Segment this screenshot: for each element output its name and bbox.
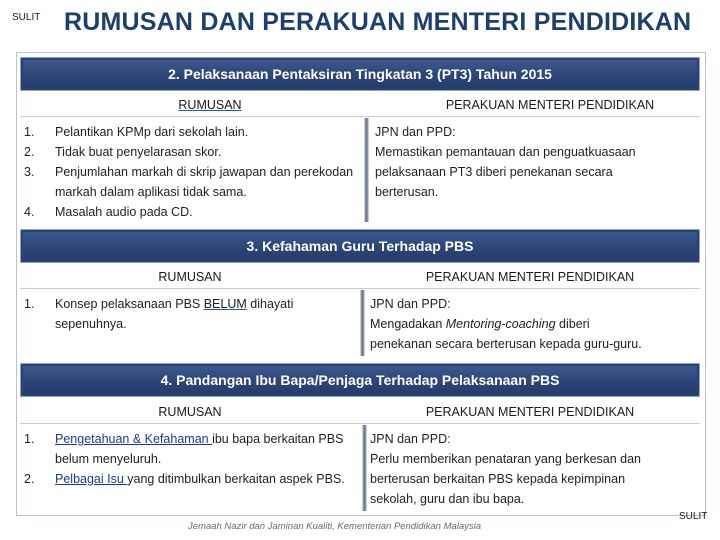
section-4-row-divider	[20, 423, 700, 424]
perakuan-line: berterusan berkaitan PBS kepada kepimpinan	[370, 472, 626, 486]
page-title: RUMUSAN DAN PERAKUAN MENTERI PENDIDIKAN	[64, 8, 692, 36]
section-2-heading-text: 2. Pelaksanaan Pentaksiran Tingkatan 3 (PT3) Tahun 2015	[168, 66, 552, 82]
section-3-row-divider	[20, 288, 700, 289]
perakuan-line	[370, 314, 700, 334]
section-3-col-left-header: RUMUSAN	[158, 270, 222, 284]
section-2-column-divider	[364, 118, 369, 222]
section-4-heading	[20, 363, 700, 397]
list-item	[24, 429, 360, 469]
perakuan-line: JPN dan PPD:	[370, 432, 451, 446]
perakuan-line: berterusan.	[375, 185, 439, 199]
perakuan-line: sekolah, guru dan ibu bapa.	[370, 492, 525, 506]
perakuan-line: Perlu memberikan penataran yang berkesan dan	[370, 452, 642, 466]
section-4-col-left-header: RUMUSAN	[158, 405, 222, 419]
perakuan-line: JPN dan PPD:	[370, 297, 451, 311]
section-2-col-right-header: PERAKUAN MENTERI PENDIDIKAN	[445, 98, 655, 112]
list-number: 1.	[24, 432, 35, 446]
section-2-heading	[20, 57, 700, 91]
section-2-row-divider	[20, 116, 700, 117]
list-item	[24, 469, 360, 489]
perakuan-text-part: diberi	[555, 317, 590, 331]
section-3-heading	[20, 229, 700, 263]
emphasis-belum: BELUM	[203, 297, 247, 311]
section-2-perakuan-text	[375, 122, 695, 202]
section-4-column-divider	[362, 425, 367, 511]
section-2-col-left-header	[120, 98, 300, 112]
list-text: yang ditimbulkan berkaitan aspek PBS.	[127, 472, 345, 486]
list-text-cont: dihayati sepenuhnya.	[55, 297, 294, 331]
list-number: 2.	[24, 145, 35, 159]
pelbagai-isu-link[interactable]: Pelbagai Isu	[55, 472, 128, 486]
list-text: Pelantikan KPMp dari sekolah lain.	[55, 125, 249, 139]
section-4-heading-text: 4. Pandangan Ibu Bapa/Penjaga Terhadap Pelaksanaan PBS	[160, 372, 560, 388]
list-text: Tidak buat penyelarasan skor.	[55, 145, 222, 159]
list-item	[24, 202, 358, 222]
section-4-rumusan-list	[24, 429, 360, 489]
perakuan-line: Memastikan pemantauan dan penguatkuasaan	[375, 145, 636, 159]
list-text: Masalah audio pada CD.	[55, 205, 193, 219]
perakuan-text-part: Mengadakan	[370, 317, 446, 331]
classification-label-top: SULIT	[12, 12, 41, 23]
list-text: ibu bapa berkaitan PBS belum menyeluruh.	[55, 432, 344, 466]
list-number: 2.	[24, 472, 35, 486]
section-4-col-right-header: PERAKUAN MENTERI PENDIDIKAN	[425, 405, 635, 419]
section-3-col-right-header: PERAKUAN MENTERI PENDIDIKAN	[425, 270, 635, 284]
section-4-perakuan-text	[370, 429, 700, 509]
perakuan-line: pelaksanaan PT3 diberi penekanan secara	[375, 165, 613, 179]
pengetahuan-link[interactable]: Pengetahuan & Kefahaman	[55, 432, 213, 446]
section-2-rumusan-label: RUMUSAN	[178, 98, 242, 112]
perakuan-line: penekanan secara berterusan kepada guru-guru.	[370, 337, 642, 351]
list-item	[24, 142, 358, 162]
list-number: 1.	[24, 297, 35, 311]
section-3-heading-text: 3. Kefahaman Guru Terhadap PBS	[246, 238, 474, 254]
list-item	[24, 122, 358, 142]
list-number: 1.	[24, 125, 35, 139]
section-3-perakuan-text	[370, 294, 700, 354]
list-number: 3.	[24, 165, 35, 179]
perakuan-line: JPN dan PPD:	[375, 125, 456, 139]
footer-credit: Jemaah Nazir dan Jaminan Kualiti, Kementerian Pendidikan Malaysia	[188, 521, 482, 532]
list-text: Penjumlahan markah di skrip jawapan dan perekodan markah dalam aplikasi tidak sama.	[55, 165, 354, 199]
mentoring-coaching-term: Mentoring-coaching	[445, 317, 556, 331]
list-text: Konsep pelaksanaan PBS	[55, 297, 204, 311]
section-2-rumusan-list	[24, 122, 358, 222]
list-item	[24, 162, 358, 202]
section-3-column-divider	[360, 290, 365, 356]
section-3-rumusan-list	[24, 294, 354, 334]
list-item	[24, 294, 354, 334]
classification-label-bottom: SULIT	[679, 511, 708, 522]
list-number: 4.	[24, 205, 35, 219]
